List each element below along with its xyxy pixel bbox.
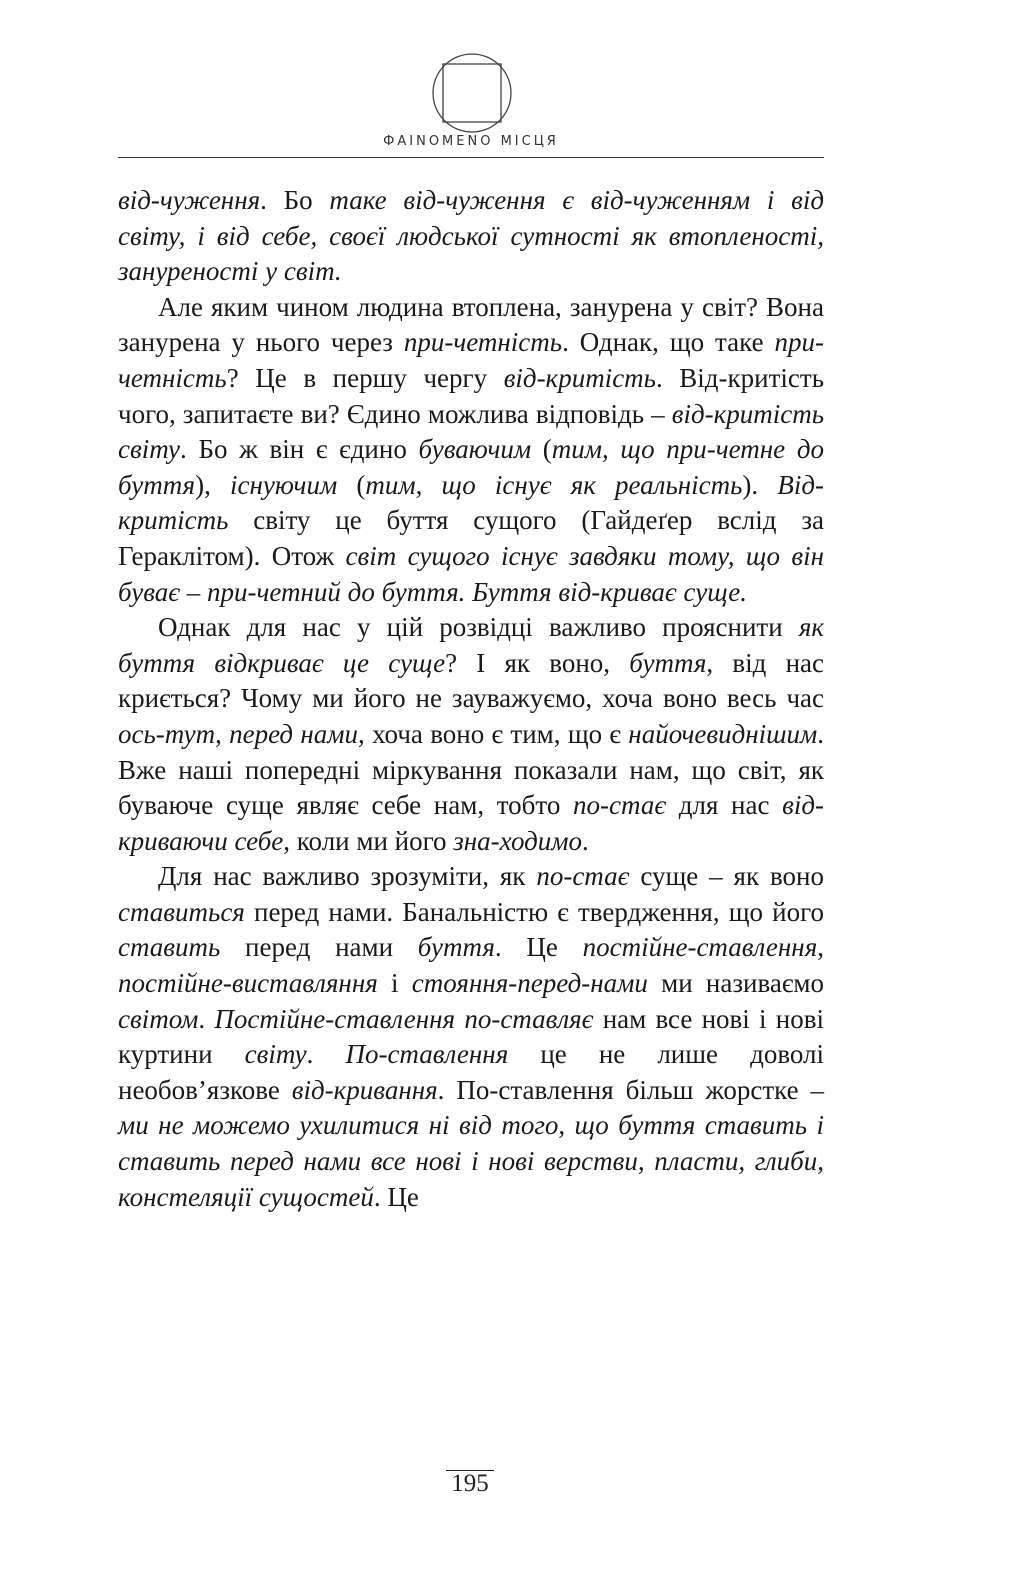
- text-span: Але яким чином людина втоплена, занурена у світ? Вона занурена у нього через: [118, 291, 824, 358]
- text-span: ),: [195, 469, 231, 500]
- text-span: суще – як воно: [629, 861, 824, 892]
- text-span: перед нами: [220, 932, 418, 963]
- italic-span: Від-критість: [118, 469, 824, 536]
- text-span: світу це буття сущого (Гайдеґер вслід за Гераклітом). Отож: [118, 505, 824, 571]
- italic-span: таке від-чуження є від-чуженням і від світу, і від себе, своєї людської сутності як втопленості, зануреності у світ.: [118, 185, 824, 287]
- italic-span: буваючим: [418, 434, 532, 465]
- italic-span: зна-ходимо: [453, 825, 583, 856]
- text-span: . По-ставлення більш жорстке –: [437, 1074, 824, 1105]
- italic-span: ми не можемо ухилитися ні від того, що буття ставить і ставить перед нами все нові і нові верстви, пласти, глиби, констеляції сущостей: [118, 1110, 824, 1212]
- italic-span: світу: [244, 1039, 307, 1070]
- text-span: перед нами. Банальністю є твердження, що його: [244, 896, 824, 927]
- paragraph-1: [118, 183, 824, 290]
- italic-span: ось-тут: [118, 718, 216, 749]
- italic-span: найочевиднішим: [628, 718, 818, 749]
- text-span: (: [337, 469, 366, 500]
- italic-span: світ сущого існує завдяки тому, що він буває – при-четний до буття. Буття від-криває суще.: [118, 540, 825, 607]
- paragraph-2: [118, 290, 824, 610]
- italic-span: від-чуження: [118, 185, 261, 215]
- italic-span: тим, що при-четне до буття: [118, 434, 824, 500]
- italic-span: як буття відкриває це суще: [118, 612, 824, 678]
- running-head: ФAINOMENO МІСЦЯ: [383, 134, 559, 149]
- text-span: . Це: [373, 1181, 419, 1212]
- text-span: . Вже наші попередні міркування показали нам, що світ, як буваюче суще являє себе нам, тобто: [118, 718, 824, 821]
- italic-span: постійне-ставлення: [582, 932, 818, 963]
- italic-span: по-стає: [573, 790, 667, 821]
- text-span: . Однак, що таке: [562, 327, 775, 358]
- text-span: ми називаємо: [647, 968, 824, 999]
- header-divider: [118, 157, 824, 158]
- text-span: , коли ми його: [283, 825, 454, 856]
- text-span: , хоча воно є тим, що є: [358, 718, 629, 749]
- italic-span: від-критість: [503, 362, 656, 393]
- text-span: .: [582, 825, 589, 856]
- text-span: для нас: [666, 790, 783, 821]
- italic-span: від-кривання: [291, 1074, 438, 1105]
- text-span: ,: [817, 932, 824, 963]
- paragraph-4: [118, 859, 824, 1215]
- text-span: ? І як воно,: [445, 647, 630, 678]
- text-span: Для нас важливо зрозуміти, як: [158, 861, 537, 892]
- text-span: нам все нові і нові куртини: [118, 1003, 824, 1070]
- text-span: (: [531, 434, 552, 465]
- italic-span: тим, що існує як реальність: [365, 469, 743, 500]
- text-span: , від нас криється? Чому ми його не зауважуємо, хоча воно весь час: [118, 647, 824, 714]
- text-span: .: [306, 1039, 346, 1070]
- text-span: . Бо ж він є єдино: [180, 434, 419, 465]
- paragraph-3: [118, 610, 824, 859]
- italic-span: Постійне-ставлення по-ставляє: [214, 1003, 594, 1034]
- text-span: ,: [215, 718, 230, 749]
- text-span: . Бо: [260, 185, 330, 215]
- italic-span: стояння-перед-нами: [411, 968, 648, 999]
- italic-span: ставиться: [118, 896, 245, 927]
- text-span: . Це: [494, 932, 583, 963]
- text-span: .: [198, 1003, 215, 1034]
- italic-span: існуючим: [230, 469, 338, 500]
- italic-span: світом: [118, 1003, 199, 1034]
- text-span: і: [377, 968, 412, 999]
- italic-span: По-ставлення: [345, 1039, 509, 1070]
- italic-span: від-криваючи себе: [118, 790, 825, 856]
- italic-span: буття: [629, 647, 707, 678]
- page-number: 195: [451, 1470, 489, 1497]
- circle-square-emblem-icon: [431, 52, 513, 134]
- italic-span: по-стає: [536, 861, 630, 892]
- italic-span: перед нами: [229, 718, 359, 749]
- text-span: ).: [742, 469, 778, 500]
- italic-span: постійне-виставляння: [118, 968, 378, 999]
- italic-span: при-четність: [403, 327, 563, 358]
- body-text: [118, 183, 824, 1215]
- italic-span: буття: [417, 932, 495, 963]
- text-span: це не лише доволі необов’язкове: [118, 1039, 825, 1105]
- text-span: ? Це в першу чергу: [226, 362, 504, 393]
- italic-span: ставить: [118, 932, 221, 963]
- text-span: Однак для нас у цій розвідці важливо прояснити: [158, 612, 799, 643]
- text-span: . Від-критість чого, запитаєте ви? Єдино можлива відповідь –: [118, 362, 825, 429]
- italic-span: при-четність: [118, 327, 824, 393]
- italic-span: від-критість світу: [118, 398, 824, 465]
